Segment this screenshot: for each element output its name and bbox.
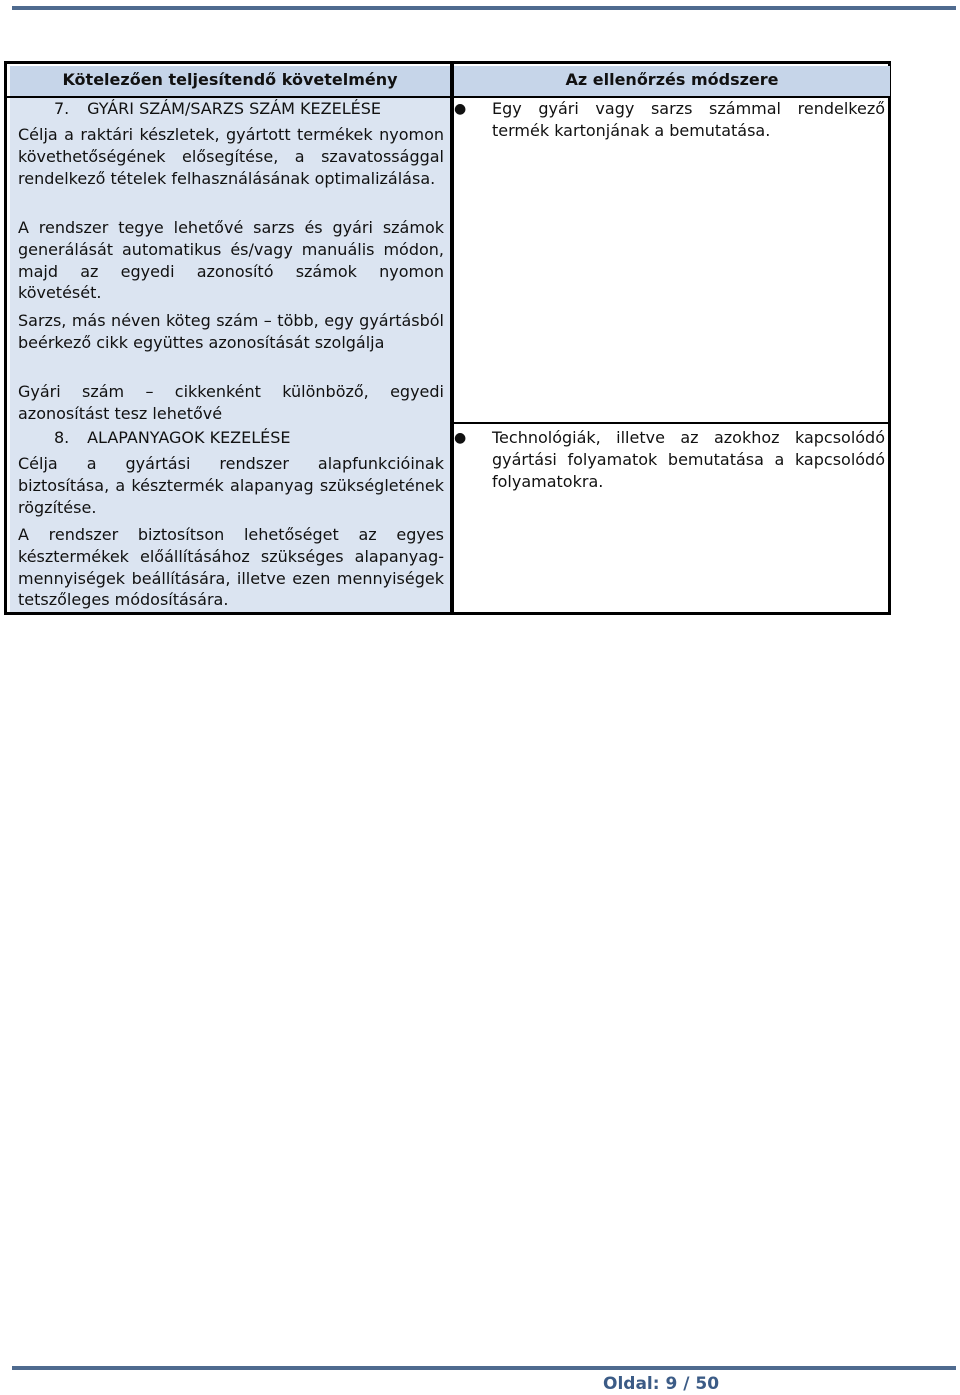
requirements-table bbox=[4, 61, 891, 615]
verification-item-7 bbox=[454, 98, 885, 142]
page-label: Oldal: bbox=[603, 1374, 660, 1394]
section-7-paragraph-2: A rendszer tegye lehetővé sarzs és gyári számok generálását automatikus és/vagy manuális módon, majd az egyedi azonosító számok nyomon követését. bbox=[18, 218, 444, 303]
section-number: 7. bbox=[54, 99, 70, 118]
page-number bbox=[603, 1374, 719, 1394]
section-7-title bbox=[18, 98, 444, 119]
row-divider bbox=[454, 422, 890, 424]
section-8-paragraph-2: A rendszer biztosítson lehetőséget az egyes késztermékek előállításához szükséges alapanyag-mennyiségek beállítására, illetve ezen mennyiségek tetszőleges módosítására. bbox=[18, 525, 444, 610]
verification-item-8 bbox=[454, 427, 885, 493]
top-rule bbox=[12, 6, 956, 10]
bottom-rule bbox=[12, 1366, 956, 1370]
page-separator: / bbox=[683, 1374, 690, 1394]
section-title: GYÁRI SZÁM/SARZS SZÁM KEZELÉSE bbox=[87, 99, 381, 118]
section-7-paragraph-4: Gyári szám – cikkenként különböző, egyedi azonosítást tesz lehetővé bbox=[18, 382, 444, 423]
section-7-paragraph-1: Célja a raktári készletek, gyártott termékek nyomon követhetőségének elősegítése, a szavatossággal rendelkező tételek felhasználásának optimalizálása. bbox=[18, 125, 444, 188]
section-7-paragraph-3: Sarzs, más néven köteg szám – több, egy gyártásból beérkező cikk együttes azonosítását szolgálja bbox=[18, 311, 444, 352]
page-total: 50 bbox=[695, 1374, 720, 1394]
section-8-title bbox=[18, 427, 444, 448]
bullet-icon: ● bbox=[454, 101, 467, 117]
header-requirement: Kötelezően teljesítendő követelmény bbox=[10, 66, 450, 96]
section-number: 8. bbox=[54, 428, 70, 447]
bullet-icon: ● bbox=[454, 430, 467, 446]
verification-text: Technológiák, illetve az azokhoz kapcsolódó gyártási folyamatok bemutatása a kapcsolódó folyamatokra. bbox=[492, 428, 885, 491]
section-8-paragraph-1: Célja a gyártási rendszer alapfunkcióinak biztosítása, a késztermék alapanyag szükségletének rögzítése. bbox=[18, 454, 444, 517]
section-title: ALAPANYAGOK KEZELÉSE bbox=[87, 428, 291, 447]
verification-text: Egy gyári vagy sarzs számmal rendelkező termék kartonjának a bemutatása. bbox=[492, 99, 885, 140]
requirements-column bbox=[10, 98, 450, 612]
header-verification-method: Az ellenőrzés módszere bbox=[454, 66, 890, 96]
column-divider bbox=[450, 64, 454, 612]
page-current: 9 bbox=[665, 1374, 678, 1394]
